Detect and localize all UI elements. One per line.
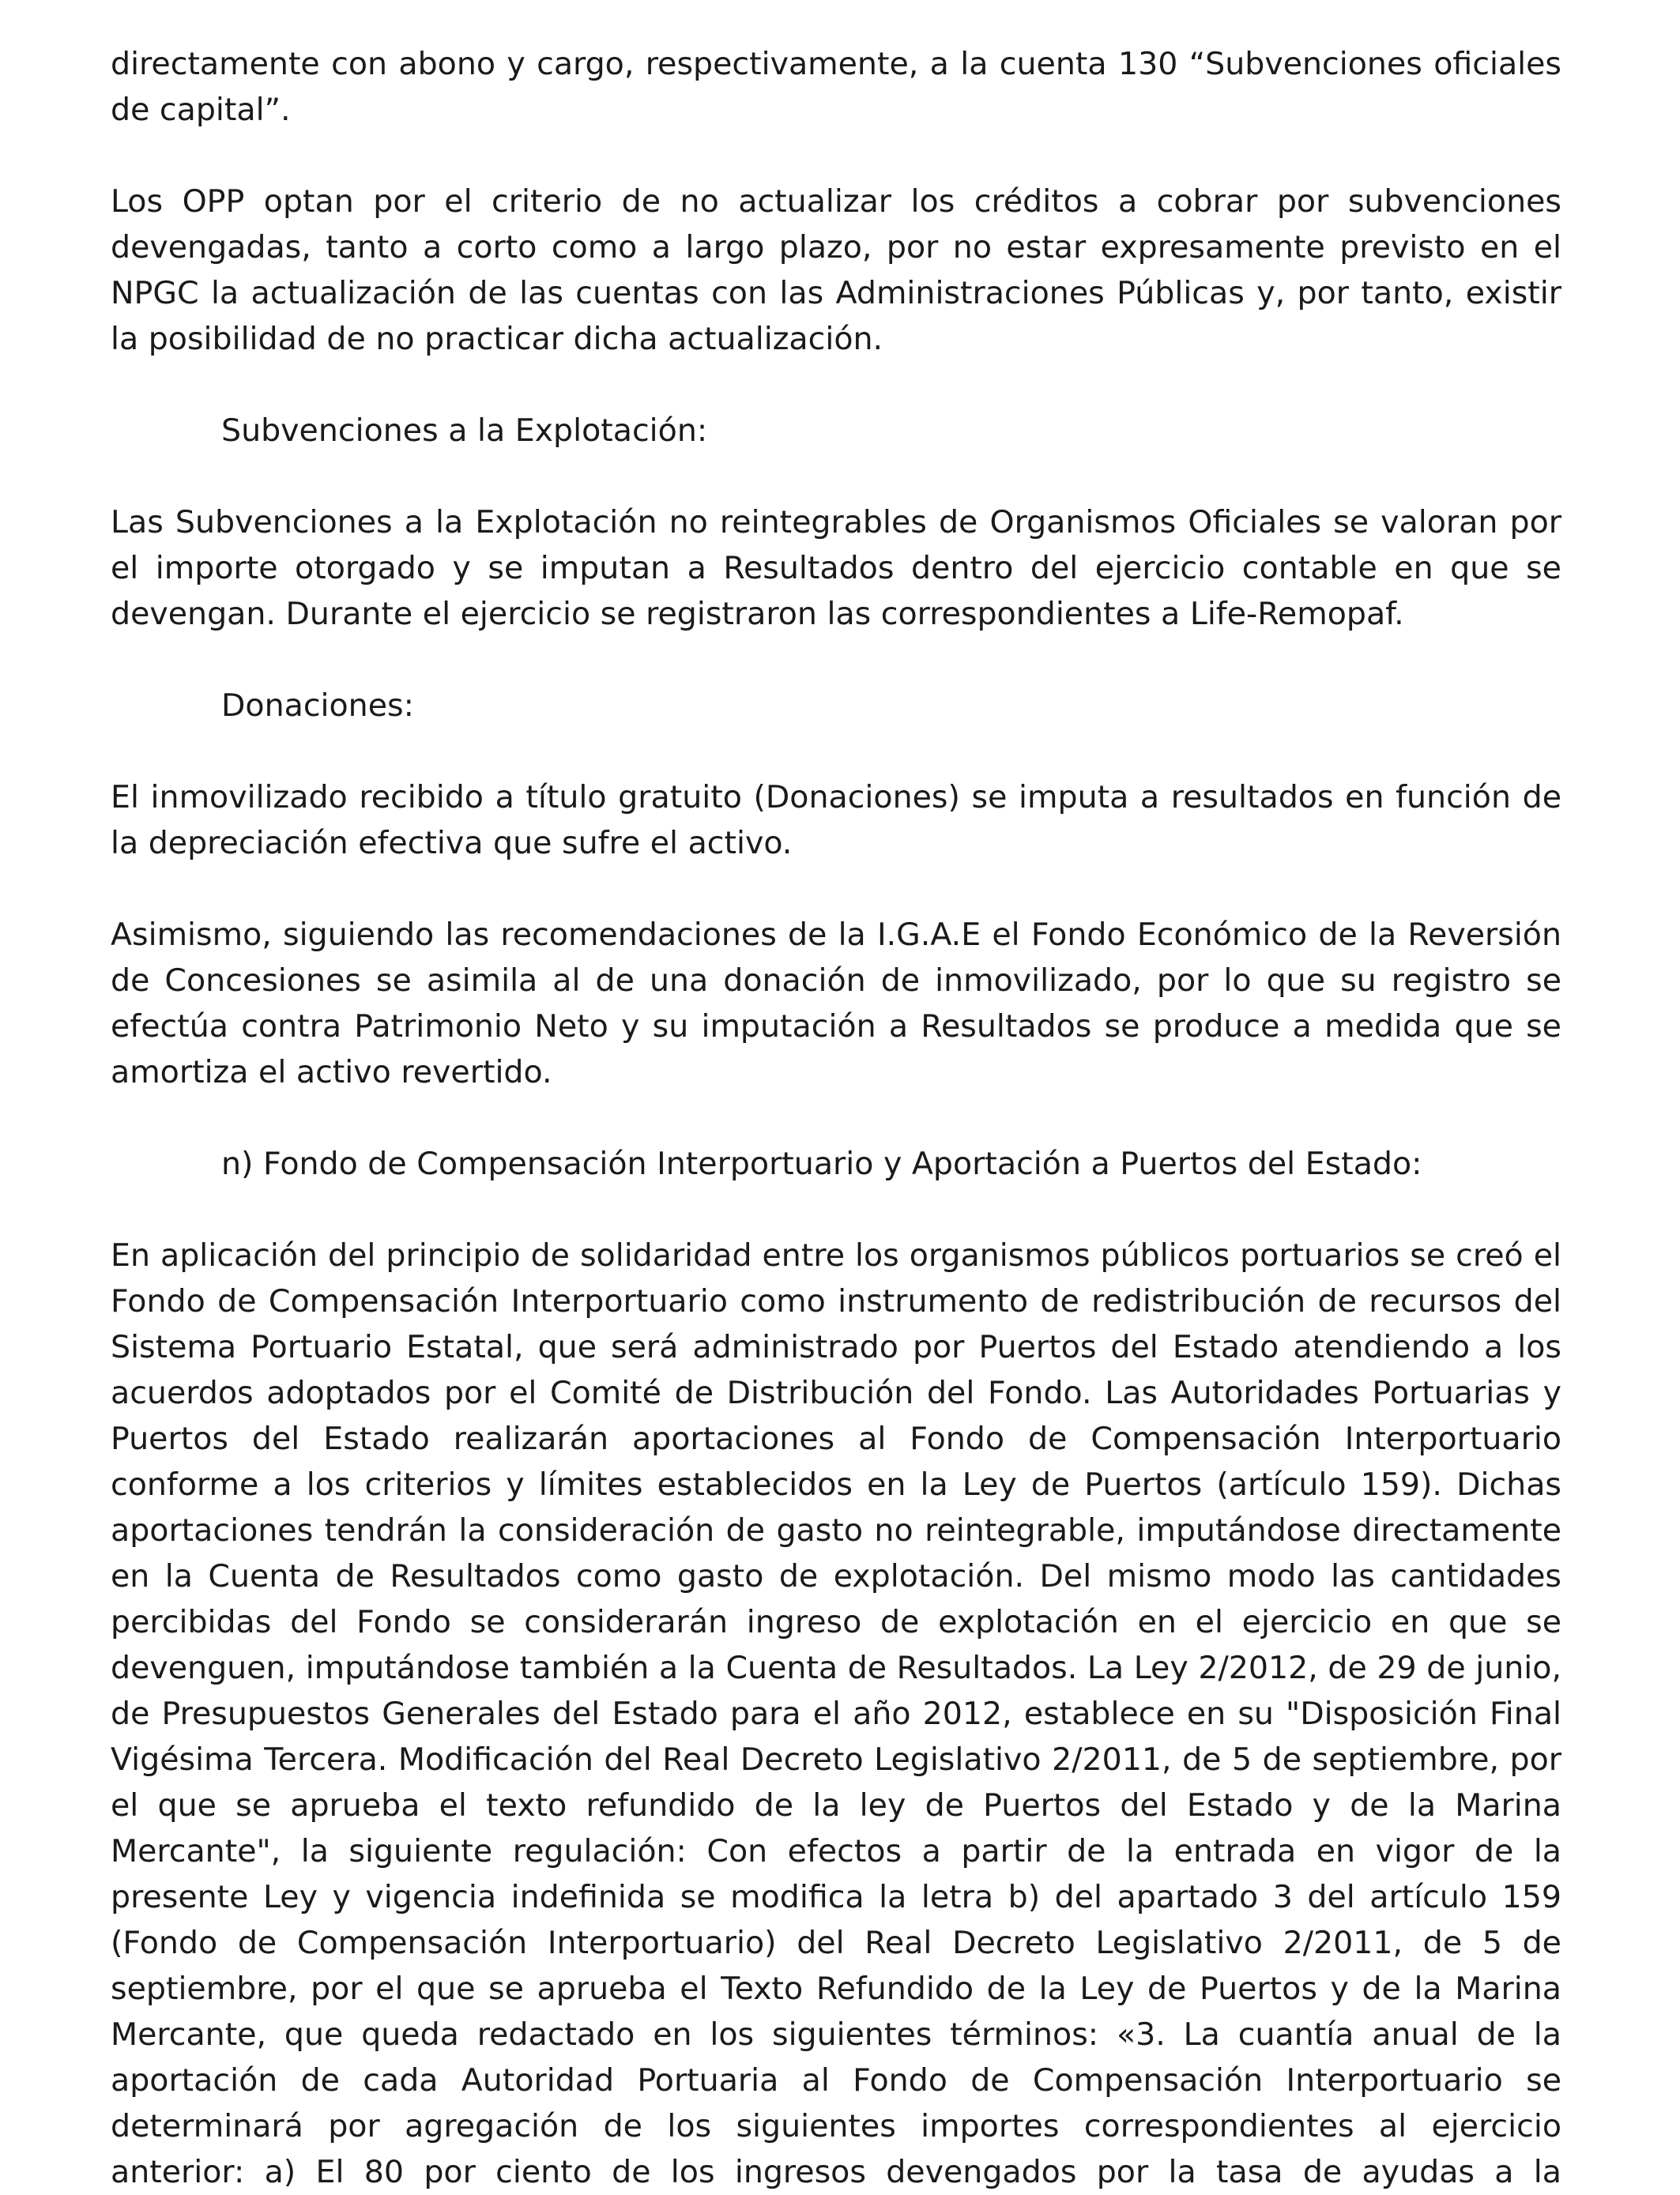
- paragraph-fondo-compensacion: En aplicación del principio de solidaridad entre los organismos públicos portuarios se creó el Fondo de Compensación Interportuario como instrumento de redistribución de recursos del Sistema Portuario Estatal, que será administrado por Puertos del Estado atendiendo a los acuerdos adoptados por el Comité de Distribución del Fondo. Las Autoridades Portuarias y Puertos del Estado realizarán aportaciones al Fondo de Compensación Interportuario conforme a los criterios y límites establecidos en la Ley de Puertos (artículo 159). Dichas aportaciones tendrán la consideración de gasto no reintegrable, imputándose directamente en la Cuenta de Resultados como gasto de explotación. Del mismo modo las cantidades percibidas del Fondo se considerarán ingreso de explotación en el ejercicio en que se devenguen, imputándose también a la Cuenta de Resultados. La Ley 2/2012, de 29 de junio, de Presupuestos Generales del Estado para el año 2012, establece en su "Disposición Final Vigésima Tercera. Modificación del Real Decreto Legislativo 2/2011, de 5 de septiembre, por el que se aprueba el texto refundido de la ley de Puertos del Estado y de la Marina Mercante", la siguiente regulación: Con efectos a partir de la entrada en vigor de la presente Ley y vigencia indefinida se modifica la letra b) del apartado 3 del artículo 159 (Fondo de Compensación Interportuario) del Real Decreto Legislativo 2/2011, de 5 de septiembre, por el que se aprueba el Texto Refundido de la Ley de Puertos y de la Marina Mercante, que queda redactado en los siguientes términos: «3. La cuantía anual de la aportación de cada Autoridad Portuaria al Fondo de Compensación Interportuario se determinará por agregación de los siguientes importes correspondientes al ejercicio anterior: a) El 80 por ciento de los ingresos devengados por la tasa de ayudas a la: [111, 1237, 1561, 2190]
- heading-fondo-compensacion: n) Fondo de Compensación Interportuario y Aportación a Puertos del Estado:: [221, 1146, 1422, 1182]
- paragraph-opp-criterio: Los OPP optan por el criterio de no actualizar los créditos a cobrar por subvenciones devengadas, tanto a corto como a largo plazo, por no estar expresamente previsto en el NPGC la actualización de las cuentas con las Administraciones Públicas y, por tanto, existir la posibilidad de no practicar dicha actualización.: [111, 183, 1561, 357]
- heading-donaciones: Donaciones:: [221, 687, 414, 724]
- paragraph-asimismo: Asimismo, siguiendo las recomendaciones de la I.G.A.E el Fondo Económico de la Reversión de Concesiones se asimila al de una donación de inmovilizado, por lo que su registro se efectúa contra Patrimonio Neto y su imputación a Resultados se produce a medida que se amortiza el activo revertido.: [111, 917, 1561, 1090]
- heading-subvenciones-explotacion: Subvenciones a la Explotación:: [221, 412, 708, 449]
- document-page: [111, 41, 1561, 2195]
- paragraph-donaciones: El inmovilizado recibido a título gratuito (Donaciones) se imputa a resultados en función de la depreciación efectiva que sufre el activo.: [111, 779, 1561, 861]
- paragraph-subvenciones-explotacion: Las Subvenciones a la Explotación no reintegrables de Organismos Oficiales se valoran por el importe otorgado y se imputan a Resultados dentro del ejercicio contable en que se devengan. Durante el ejercicio se registraron las correspondientes a Life-Remopaf.: [111, 504, 1561, 632]
- paragraph-subvenciones-capital: directamente con abono y cargo, respectivamente, a la cuenta 130 “Subvenciones oficiales de capital”.: [111, 46, 1561, 128]
